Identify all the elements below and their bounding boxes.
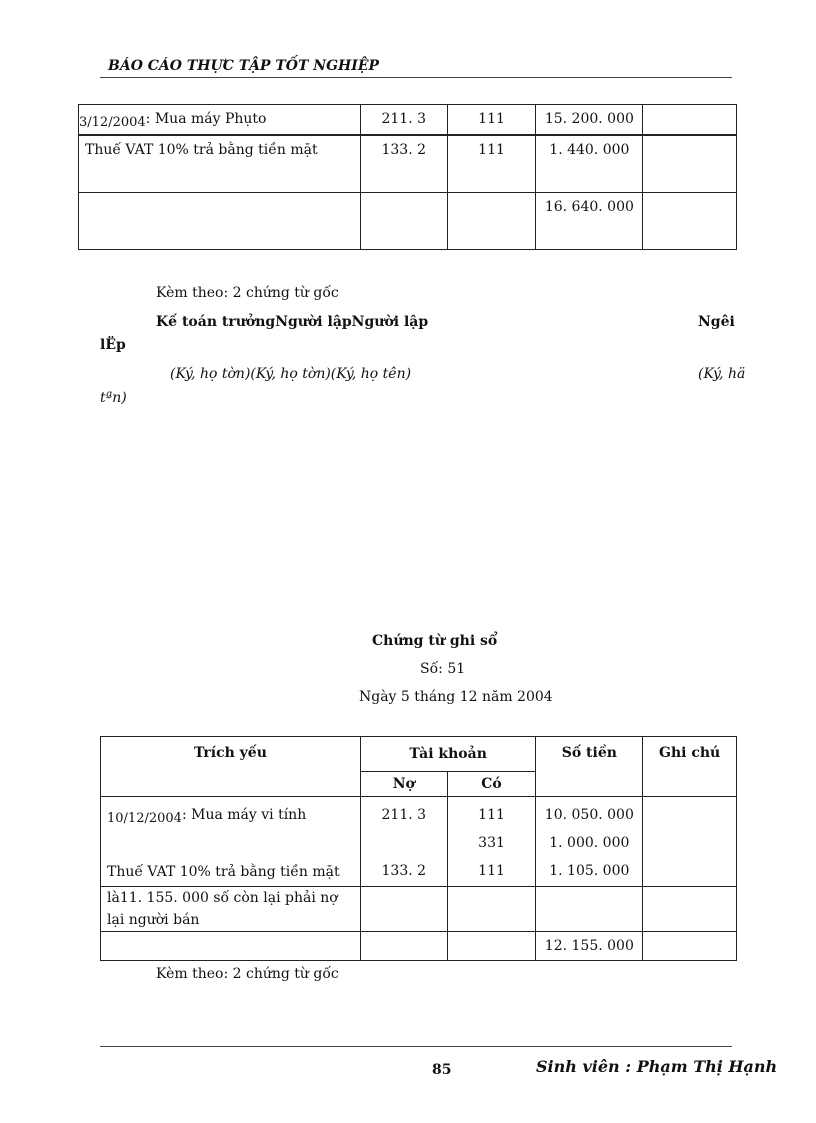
credit-cell: 111 — [447, 135, 536, 193]
amount-header: Số tiền — [536, 737, 643, 797]
note-cell — [643, 193, 737, 250]
debit-cell — [360, 887, 447, 932]
credit-cell — [447, 887, 536, 932]
entry-description: : Mua máy Phụto — [145, 111, 267, 127]
summary-cell — [101, 932, 361, 961]
signature-role-wrap: lËp — [100, 337, 126, 353]
amount-cell — [536, 887, 643, 932]
credit-cell — [447, 932, 536, 961]
table-row — [101, 797, 737, 887]
table-row — [79, 193, 737, 250]
debit-cell — [360, 932, 447, 961]
credit-cell — [447, 193, 536, 250]
debit-header: Nợ — [360, 772, 447, 797]
footer-divider — [100, 1046, 732, 1047]
page-number: 85 — [432, 1062, 452, 1078]
note-cell — [643, 932, 737, 961]
voucher-date: Ngày 5 tháng 12 năm 2004 — [359, 689, 553, 705]
voucher-title: Chứng từ ghi sổ — [372, 633, 498, 649]
credit-cell: 111 331 111 — [447, 797, 536, 887]
table-row — [101, 932, 737, 961]
note-cell — [643, 887, 737, 932]
note-cell — [643, 135, 737, 193]
signature-instruction-wrap: tªn) — [100, 390, 127, 406]
attachment-note-2: Kèm theo: 2 chứng từ gốc — [156, 966, 339, 982]
summary-cell: Thuế VAT 10% trả bằng tiền mặt — [79, 135, 361, 193]
voucher-table — [100, 736, 737, 961]
summary-cell: 10/12/2004: Mua máy vi tính Thuế VAT 10% trả bằng tiền mặt — [101, 797, 361, 887]
signature-roles: Kế toán trưởngNgười lậpNgười lập — [156, 314, 429, 330]
account-header: Tài khoản — [360, 737, 535, 772]
amount-cell: 1. 440. 000 — [536, 135, 643, 193]
credit-header: Có — [447, 772, 536, 797]
report-header-title: BÁO CÁO THỰC TẬP TỐT NGHIỆP — [108, 58, 380, 74]
debit-cell: 211. 3 — [360, 105, 447, 136]
note-header: Ghi chú — [643, 737, 737, 797]
voucher-number: Số: 51 — [420, 661, 466, 677]
amount-cell: 15. 200. 000 — [536, 105, 643, 136]
total-amount-cell: 12. 155. 000 — [536, 932, 643, 961]
summary-cell — [79, 193, 361, 250]
debit-cell: 211. 3 133. 2 — [360, 797, 447, 887]
debit-cell: 133. 2 — [360, 135, 447, 193]
credit-cell: 111 — [447, 105, 536, 136]
total-amount-cell: 16. 640. 000 — [536, 193, 643, 250]
signature-role-right: Ngêi — [698, 314, 735, 330]
table-row — [79, 105, 737, 136]
signature-instructions: (Ký, họ tờn)(Ký, họ tờn)(Ký, họ tên) — [170, 366, 412, 382]
summary-header: Trích yếu — [101, 737, 361, 797]
table-header-row — [101, 737, 737, 772]
entry-date: 3/12/2004 — [79, 115, 146, 130]
amount-cell: 10. 050. 000 1. 000. 000 1. 105. 000 — [536, 797, 643, 887]
debit-cell — [360, 193, 447, 250]
table-row — [79, 135, 737, 193]
note-cell — [643, 105, 737, 136]
summary-cell — [79, 105, 361, 136]
note-cell — [643, 797, 737, 887]
table-row — [101, 887, 737, 932]
student-name: Sinh viên : Phạm Thị Hạnh — [536, 1057, 778, 1076]
attachment-note-1: Kèm theo: 2 chứng từ gốc — [156, 285, 339, 301]
header-divider — [100, 77, 732, 78]
entry-table-1 — [78, 104, 737, 250]
signature-instruction-right: (Ký, hä — [698, 366, 746, 382]
summary-cell: là11. 155. 000 số còn lại phải nợ lại người bán — [101, 887, 361, 932]
